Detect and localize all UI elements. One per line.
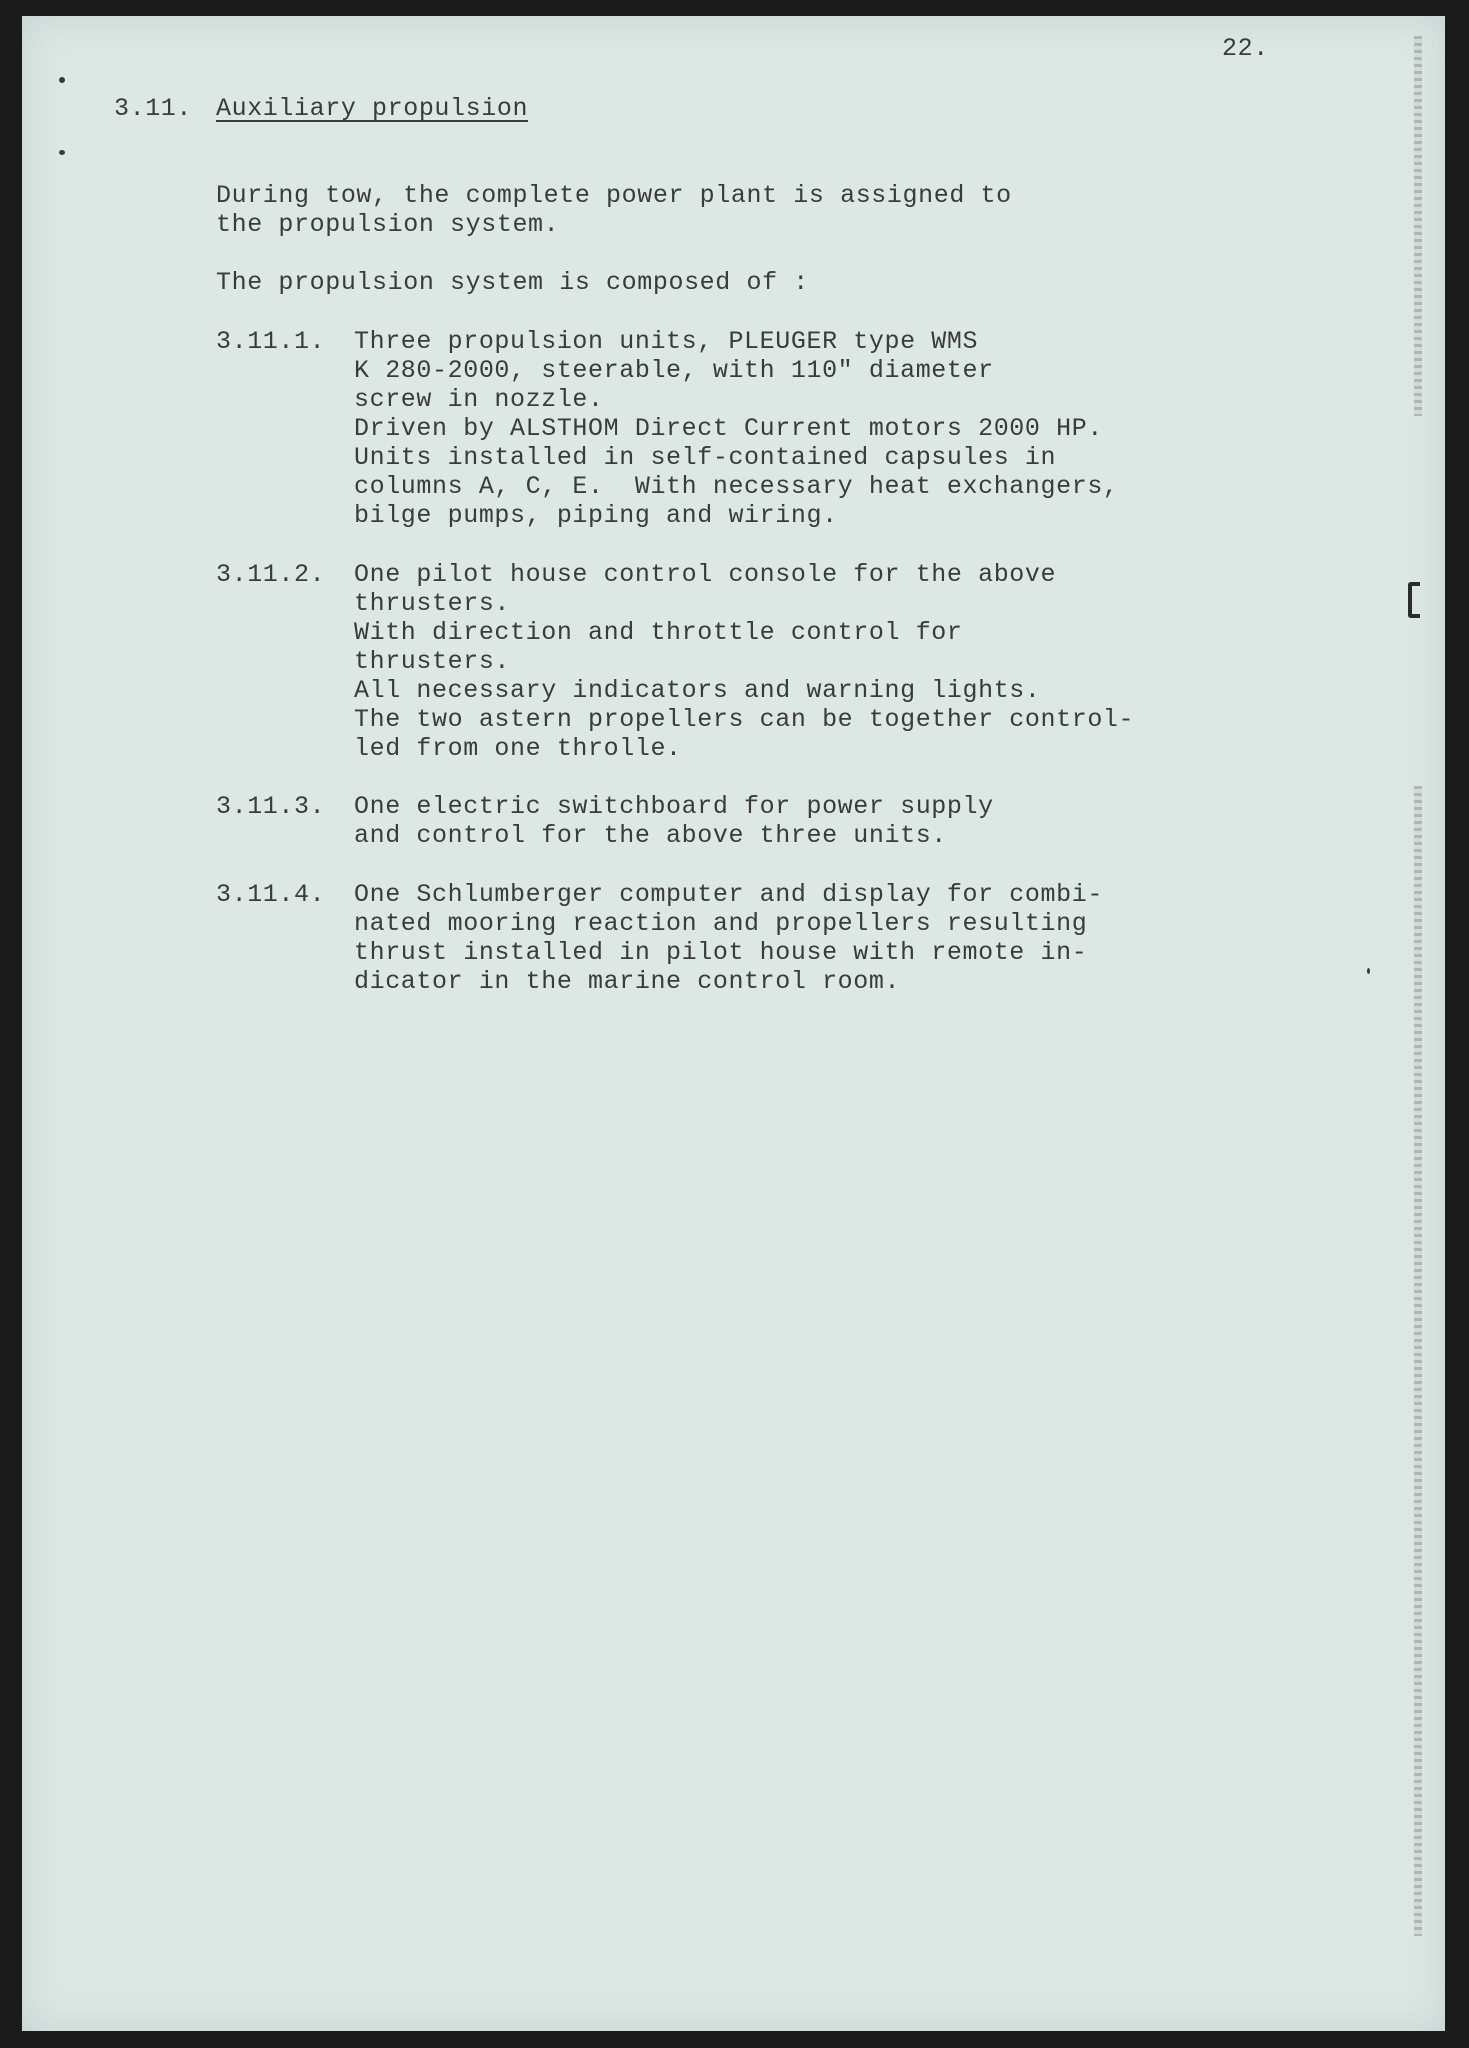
- speck-mark: [1367, 968, 1370, 974]
- section-number: 3.11.: [114, 94, 193, 123]
- item-number: 3.11.3.: [216, 792, 326, 821]
- scan-edge-artifact: [1414, 786, 1422, 1936]
- speck-mark: [59, 77, 65, 83]
- item-text: Three propulsion units, PLEUGER type WMS K 280-2000, steerable, with 110" diameter screw in nozzle. Driven by ALSTHOM Direct Current motors 2000 HP. Units installed in self-contained capsules in columns A, C, E. With necessary heat exchangers, bilge pumps, piping and wiring.: [354, 327, 1119, 530]
- item-text: One Schlumberger computer and display for combi- nated mooring reaction and propellers resulting thrust installed in pilot house with remote in- dicator in the marine control room.: [354, 880, 1103, 996]
- speck-mark: [59, 150, 65, 155]
- item-number: 3.11.4.: [216, 880, 326, 909]
- intro-paragraph: The propulsion system is composed of :: [216, 268, 809, 297]
- item-text: One pilot house control console for the above thrusters. With direction and throttle control for thrusters. All necessary indicators and warning lights. The two astern propellers can be together control- led from one throlle.: [354, 560, 1135, 763]
- margin-bracket-mark: [1408, 582, 1420, 618]
- section-title: Auxiliary propulsion: [216, 94, 529, 123]
- page-number: 22.: [1222, 34, 1269, 63]
- item-number: 3.11.2.: [216, 560, 326, 589]
- intro-paragraph: During tow, the complete power plant is assigned to the propulsion system.: [216, 181, 1012, 239]
- item-text: One electric switchboard for power supply and control for the above three units.: [354, 792, 994, 850]
- item-number: 3.11.1.: [216, 327, 326, 356]
- document-page: [22, 16, 1445, 2031]
- scan-edge-artifact: [1414, 36, 1422, 416]
